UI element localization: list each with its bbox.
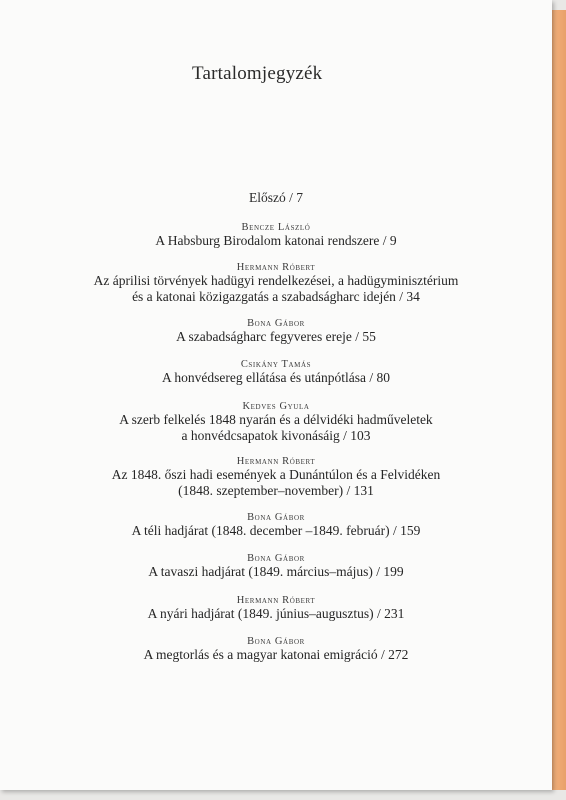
entry-title: A tavaszi hadjárat (1849. március–május) / 199 — [148, 564, 404, 579]
entry-title: Az 1848. őszi hadi események a Dunántúlon és a Felvidéken — [111, 467, 441, 482]
entry-title: Az áprilisi törvények hadügyi rendelkezései, a hadügyminisztérium — [93, 273, 459, 288]
entry-author: Bona Gábor — [247, 553, 305, 564]
entry-title: A honvédsereg ellátása és utánpótlása / 80 — [162, 370, 390, 385]
toc-entry — [0, 553, 552, 580]
entry-author: Hermann Róbert — [236, 262, 316, 273]
entry-author: Bona Gábor — [247, 512, 305, 523]
entry-title: a honvédcsapatok kivonásáig / 103 — [181, 428, 371, 443]
toc-entry — [0, 456, 552, 499]
entry-title: és a katonai közigazgatás a szabadságharc idején / 34 — [132, 289, 420, 304]
entry-author: Kedves Gyula — [242, 401, 310, 412]
entry-author: Bencze László — [241, 222, 311, 233]
entry-title: A szabadságharc fegyveres ereje / 55 — [176, 329, 376, 344]
toc-entry — [0, 262, 552, 305]
toc-entry — [0, 512, 552, 539]
entry-author: Csikány Tamás — [240, 359, 312, 370]
entry-author: Bona Gábor — [247, 636, 305, 647]
entry-title: A Habsburg Birodalom katonai rendszere / 9 — [155, 233, 397, 248]
entry-title: A nyári hadjárat (1849. június–augusztus) / 231 — [147, 606, 405, 621]
toc-entry — [0, 595, 552, 622]
page-title: Tartalomjegyzék — [192, 63, 323, 84]
toc-entry — [0, 359, 552, 386]
entry-author: Hermann Róbert — [236, 456, 316, 467]
entry-title: A megtorlás és a magyar katonai emigráció / 272 — [143, 647, 409, 662]
entry-title: A szerb felkelés 1848 nyarán és a délvidéki hadműveletek — [119, 412, 433, 427]
foreword-entry: Előszó / 7 — [249, 190, 303, 205]
entry-title: A téli hadjárat (1848. december –1849. február) / 159 — [131, 523, 421, 538]
toc-entry — [0, 636, 552, 663]
toc-entry — [0, 318, 552, 345]
entry-author: Hermann Róbert — [236, 595, 316, 606]
toc-entry — [0, 401, 552, 444]
entry-author: Bona Gábor — [247, 318, 305, 329]
toc-entry — [0, 222, 552, 249]
entry-title: (1848. szeptember–november) / 131 — [178, 483, 374, 498]
